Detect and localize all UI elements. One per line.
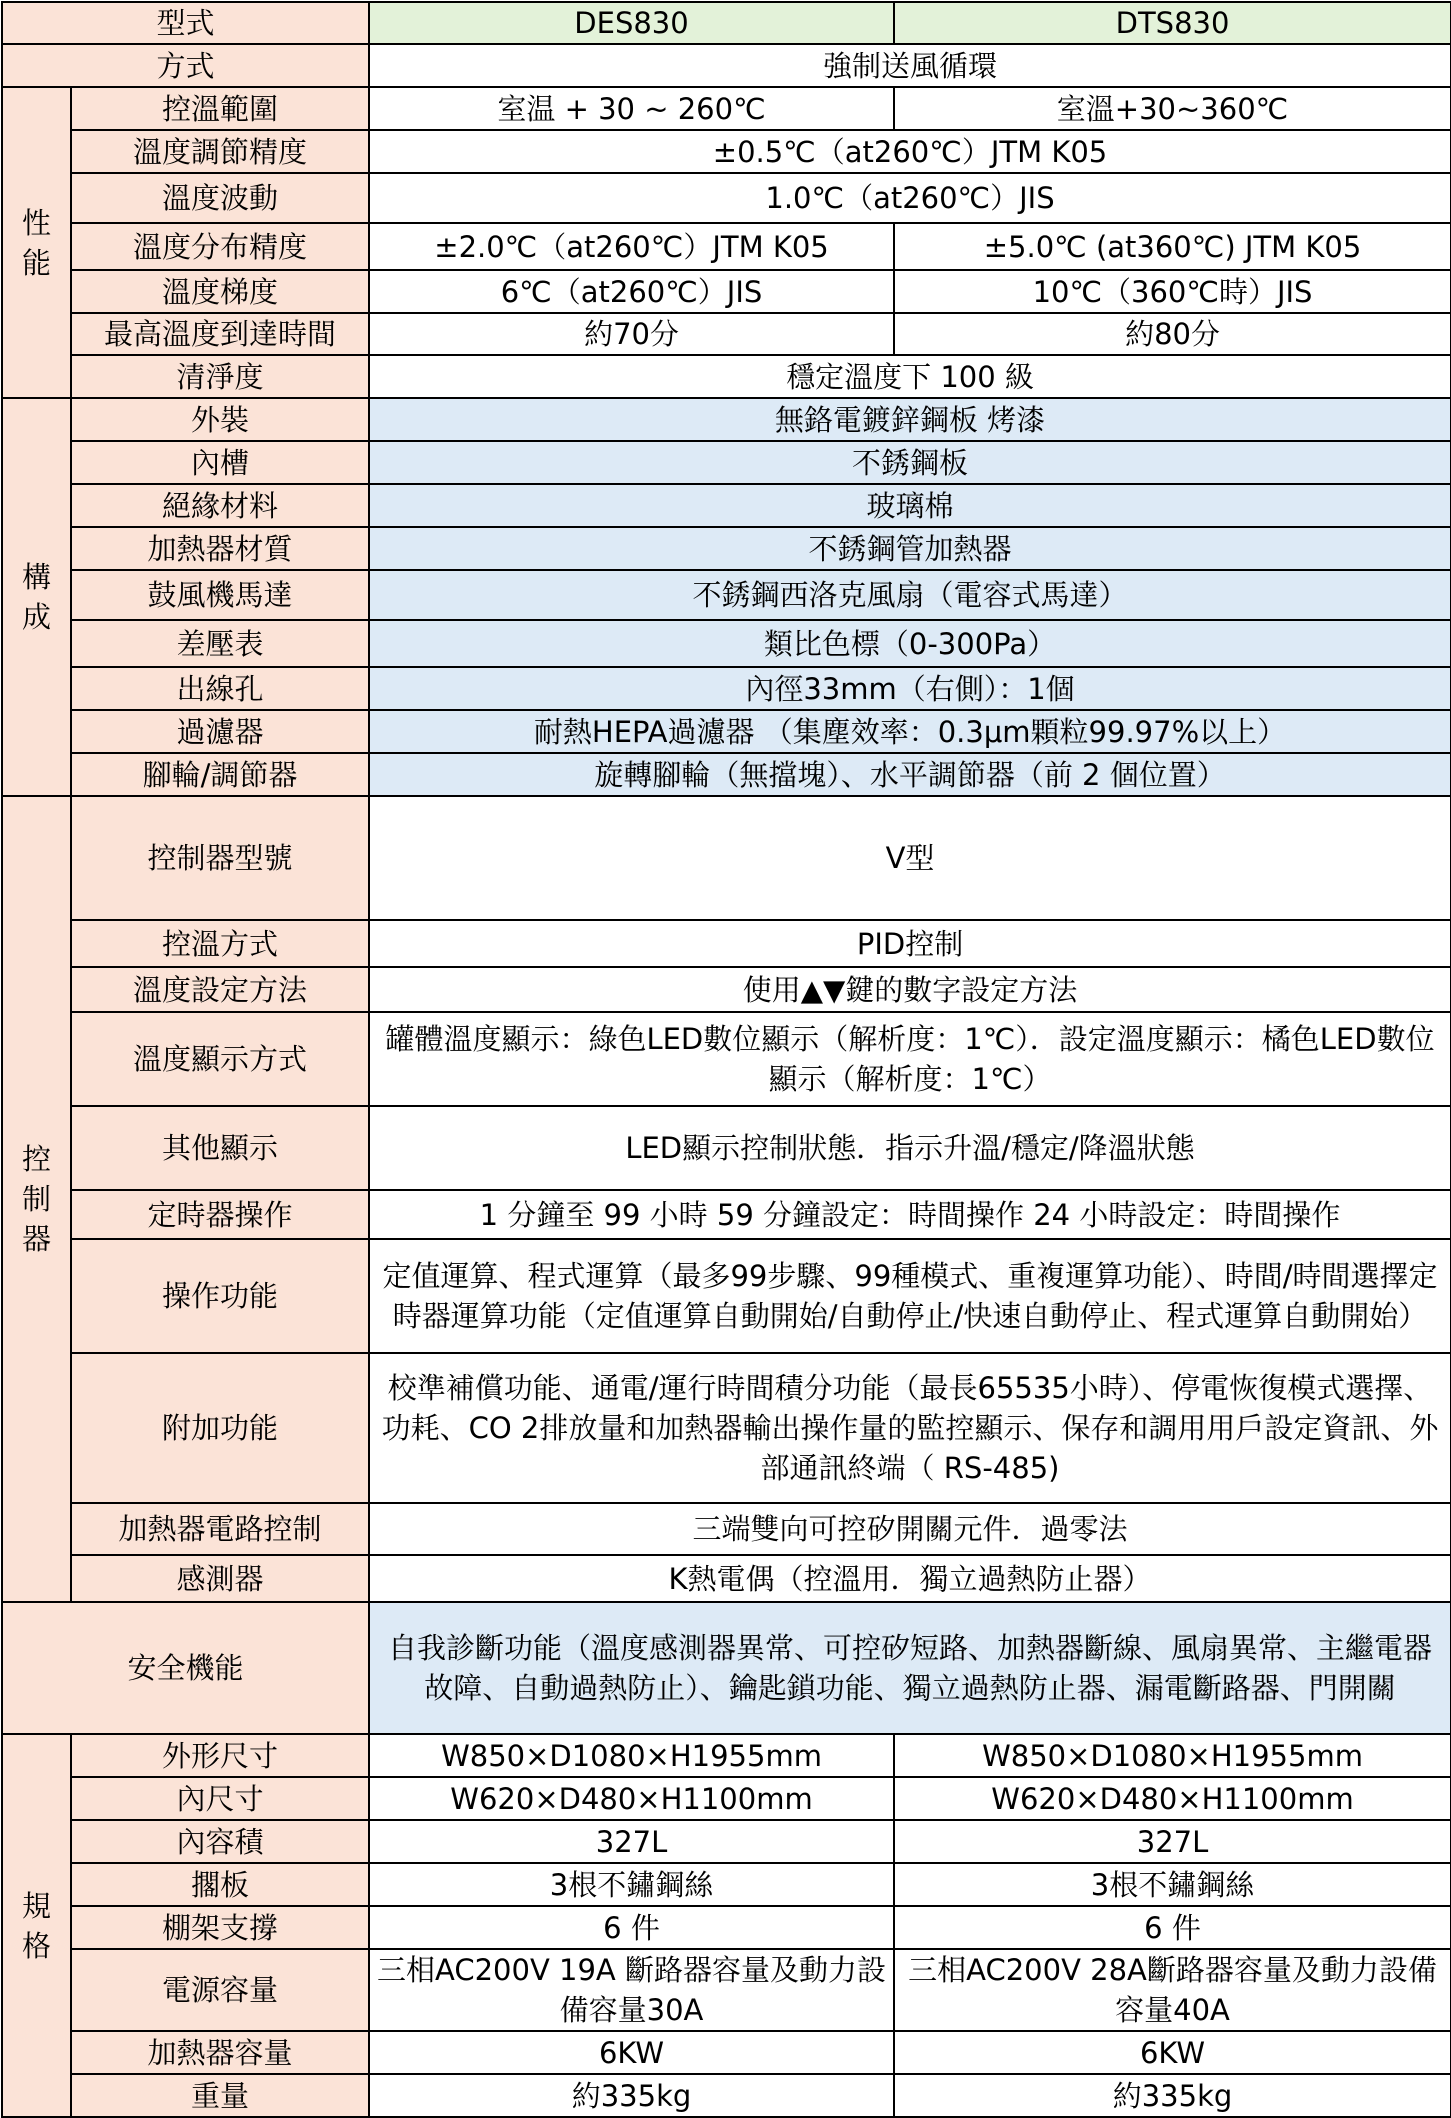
row-value: 無鉻電鍍鋅鋼板 烤漆 <box>369 398 1451 441</box>
value-dts830: 327L <box>894 1820 1451 1863</box>
row-label: 鼓風機馬達 <box>71 570 369 620</box>
row-value: 三端雙向可控矽開關元件．過零法 <box>369 1503 1451 1555</box>
table-row <box>2 398 1451 441</box>
group-char: 制 <box>21 1182 51 1216</box>
table-row <box>2 753 1451 796</box>
table-row <box>2 570 1451 620</box>
row-value: 類比色標（0-300Pa） <box>369 620 1451 667</box>
value-des830: 3根不鏽鋼絲 <box>369 1863 894 1906</box>
row-value: 玻璃棉 <box>369 484 1451 527</box>
table-row <box>2 1106 1451 1190</box>
row-label: 內容積 <box>71 1820 369 1863</box>
row-label: 清淨度 <box>71 355 369 398</box>
value-dts830: 6 件 <box>894 1906 1451 1949</box>
group-char: 控 <box>21 1142 51 1176</box>
row-value: 耐熱HEPA過濾器 （集塵效率：0.3μm顆粒99.97%以上） <box>369 710 1451 753</box>
value-dts830: 6KW <box>894 2031 1451 2074</box>
header-row <box>2 2 1451 44</box>
row-label: 溫度波動 <box>71 173 369 223</box>
table-row <box>2 1863 1451 1906</box>
row-label: 定時器操作 <box>71 1190 369 1239</box>
row-value: PID控制 <box>369 920 1451 967</box>
table-row <box>2 2031 1451 2074</box>
row-value: 校準補償功能、通電/運行時間積分功能（最長65535小時）、停電恢復模式選擇、功耗、CO 2排放量和加熱器輸出操作量的監控顯示、保存和調用用戶設定資訊、外部通訊終端（ RS-485) <box>369 1353 1451 1503</box>
row-value: 不銹鋼西洛克風扇（電容式馬達） <box>369 570 1451 620</box>
table-row <box>2 270 1451 313</box>
value-des830: 室温 + 30 ~ 260℃ <box>369 87 894 130</box>
value-dts830: 室溫+30~360℃ <box>894 87 1451 130</box>
model-label: 型式 <box>2 2 369 44</box>
row-value: 不銹鋼板 <box>369 441 1451 484</box>
row-value: 定值運算、程式運算（最多99步驟、99種模式、重複運算功能）、時間/時間選擇定時器運算功能（定值運算自動開始/自動停止/快速自動停止、程式運算自動開始） <box>369 1239 1451 1353</box>
table-row <box>2 1503 1451 1555</box>
row-label: 控溫範圍 <box>71 87 369 130</box>
group-specs <box>2 1734 71 2117</box>
row-label: 最高溫度到達時間 <box>71 313 369 355</box>
row-label: 溫度分布精度 <box>71 223 369 270</box>
table-row <box>2 87 1451 130</box>
value-des830: 約335kg <box>369 2074 894 2117</box>
table-row <box>2 1239 1451 1353</box>
method-value: 強制送風循環 <box>369 44 1451 87</box>
value-dts830: ±5.0℃ (at360℃) JTM K05 <box>894 223 1451 270</box>
value-dts830: 約335kg <box>894 2074 1451 2117</box>
table-row <box>2 710 1451 753</box>
table-row <box>2 1012 1451 1106</box>
row-label: 差壓表 <box>71 620 369 667</box>
group-char: 器 <box>21 1222 51 1256</box>
row-label: 加熱器容量 <box>71 2031 369 2074</box>
model-des830: DES830 <box>369 2 894 44</box>
value-dts830: 10℃（360℃時）JIS <box>894 270 1451 313</box>
row-value: K熱電偶（控溫用．獨立過熱防止器） <box>369 1555 1451 1602</box>
value-des830: W620×D480×H1100mm <box>369 1777 894 1820</box>
value-des830: 6 件 <box>369 1906 894 1949</box>
table-row <box>2 1777 1451 1820</box>
table-row <box>2 441 1451 484</box>
row-value: 旋轉腳輪（無擋塊）、水平調節器（前 2 個位置） <box>369 753 1451 796</box>
row-label: 溫度顯示方式 <box>71 1012 369 1106</box>
row-label: 過濾器 <box>71 710 369 753</box>
value-dts830: 約80分 <box>894 313 1451 355</box>
table-row <box>2 796 1451 920</box>
row-label: 加熱器電路控制 <box>71 1503 369 1555</box>
row-label: 內尺寸 <box>71 1777 369 1820</box>
table-row <box>2 1353 1451 1503</box>
table-row <box>2 527 1451 570</box>
spec-table <box>1 1 1451 2118</box>
row-label: 溫度設定方法 <box>71 967 369 1012</box>
row-label: 絕緣材料 <box>71 484 369 527</box>
value-dts830: W620×D480×H1100mm <box>894 1777 1451 1820</box>
table-row <box>2 313 1451 355</box>
value-des830: W850×D1080×H1955mm <box>369 1734 894 1777</box>
row-value: 1 分鐘至 99 小時 59 分鐘設定：時間操作 24 小時設定：時間操作 <box>369 1190 1451 1239</box>
table-row <box>2 173 1451 223</box>
row-value: ±0.5℃（at260℃）JTM K05 <box>369 130 1451 173</box>
value-des830: 6KW <box>369 2031 894 2074</box>
method-label: 方式 <box>2 44 369 87</box>
safety-value: 自我診斷功能（溫度感測器異常、可控矽短路、加熱器斷線、風扇異常、主繼電器故障、自動過熱防止）、鑰匙鎖功能、獨立過熱防止器、漏電斷路器、門開關 <box>369 1602 1451 1734</box>
group-char: 規 <box>21 1888 51 1923</box>
table-row <box>2 620 1451 667</box>
row-label: 其他顯示 <box>71 1106 369 1190</box>
row-label: 擱板 <box>71 1863 369 1906</box>
group-char: 格 <box>21 1928 51 1963</box>
table-row <box>2 355 1451 398</box>
table-row <box>2 667 1451 710</box>
row-label: 重量 <box>71 2074 369 2117</box>
group-construction <box>2 398 71 796</box>
row-value: 內徑33mm（右側）：1個 <box>369 667 1451 710</box>
row-label: 外形尺寸 <box>71 1734 369 1777</box>
table-row <box>2 967 1451 1012</box>
row-value: LED顯示控制狀態．指示升溫/穩定/降溫狀態 <box>369 1106 1451 1190</box>
table-row <box>2 484 1451 527</box>
row-label: 棚架支撐 <box>71 1906 369 1949</box>
row-label: 加熱器材質 <box>71 527 369 570</box>
table-row <box>2 1820 1451 1863</box>
table-row <box>2 1734 1451 1777</box>
value-des830: 327L <box>369 1820 894 1863</box>
group-char: 性 <box>21 205 51 240</box>
table-row <box>2 2074 1451 2117</box>
row-label: 溫度調節精度 <box>71 130 369 173</box>
value-des830: 三相AC200V 19A 斷路器容量及動力設備容量30A <box>369 1949 894 2031</box>
row-value: 穩定溫度下 100 級 <box>369 355 1451 398</box>
value-dts830: 3根不鏽鋼絲 <box>894 1863 1451 1906</box>
safety-label: 安全機能 <box>2 1602 369 1734</box>
row-label: 內槽 <box>71 441 369 484</box>
value-des830: ±2.0℃（at260℃）JTM K05 <box>369 223 894 270</box>
group-char: 成 <box>21 600 51 634</box>
method-row <box>2 44 1451 87</box>
table-row <box>2 920 1451 967</box>
table-row <box>2 130 1451 173</box>
group-char: 構 <box>21 560 51 594</box>
row-label: 感測器 <box>71 1555 369 1602</box>
row-label: 外裝 <box>71 398 369 441</box>
value-des830: 約70分 <box>369 313 894 355</box>
row-label: 出線孔 <box>71 667 369 710</box>
table-row <box>2 1190 1451 1239</box>
row-label: 電源容量 <box>71 1949 369 2031</box>
table-row <box>2 1949 1451 2031</box>
row-value: 使用▲▼鍵的數字設定方法 <box>369 967 1451 1012</box>
group-controller <box>2 796 71 1602</box>
value-des830: 6℃（at260℃）JIS <box>369 270 894 313</box>
safety-row <box>2 1602 1451 1734</box>
row-label: 操作功能 <box>71 1239 369 1353</box>
value-dts830: W850×D1080×H1955mm <box>894 1734 1451 1777</box>
row-value: 不銹鋼管加熱器 <box>369 527 1451 570</box>
row-label: 溫度梯度 <box>71 270 369 313</box>
group-performance <box>2 87 71 398</box>
model-dts830: DTS830 <box>894 2 1451 44</box>
row-value: 罐體溫度顯示：綠色LED數位顯示（解析度：1℃）．設定溫度顯示：橘色LED數位顯示（解析度：1℃） <box>369 1012 1451 1106</box>
row-value: V型 <box>369 796 1451 920</box>
group-char: 能 <box>21 245 51 280</box>
row-label: 控溫方式 <box>71 920 369 967</box>
table-row <box>2 1906 1451 1949</box>
row-value: 1.0℃（at260℃）JIS <box>369 173 1451 223</box>
row-label: 腳輪/調節器 <box>71 753 369 796</box>
row-label: 控制器型號 <box>71 796 369 920</box>
table-row <box>2 1555 1451 1602</box>
table-row <box>2 223 1451 270</box>
value-dts830: 三相AC200V 28A斷路器容量及動力設備容量40A <box>894 1949 1451 2031</box>
row-label: 附加功能 <box>71 1353 369 1503</box>
